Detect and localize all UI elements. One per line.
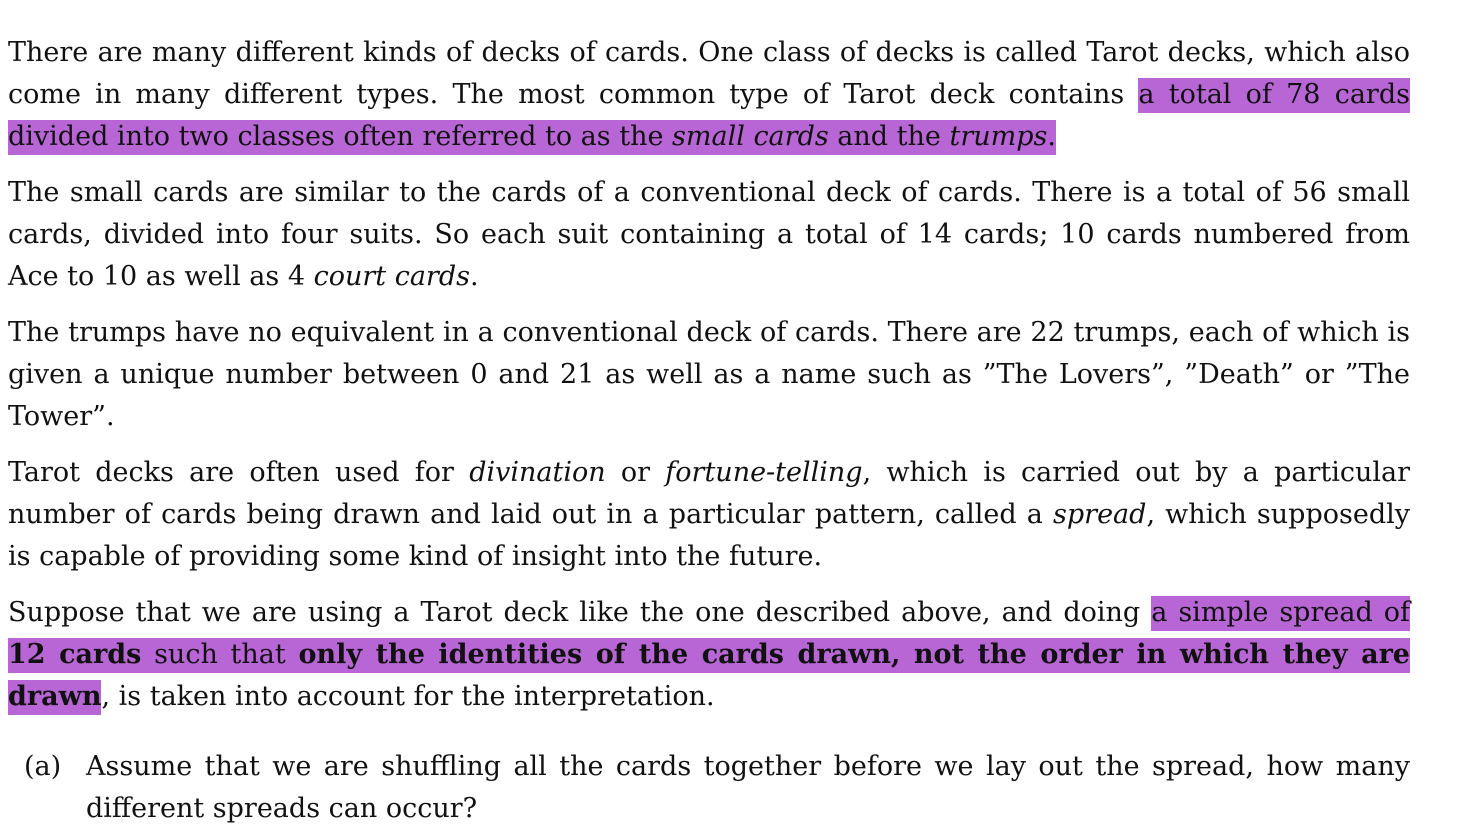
term-fortune-telling: fortune-telling bbox=[665, 457, 863, 488]
highlight-text: a total of 78 cards divided into two classes often referred to as the bbox=[8, 79, 1410, 152]
divination-text: or bbox=[605, 457, 666, 488]
divination-text: Tarot decks are often used for bbox=[8, 457, 470, 488]
paragraph-spread-setup bbox=[8, 592, 1410, 718]
bold-twelve-cards: 12 cards bbox=[8, 639, 142, 670]
term-spread: spread bbox=[1053, 499, 1147, 530]
small-cards-text: . bbox=[469, 261, 479, 292]
highlight-text: and the bbox=[828, 121, 950, 152]
term-divination: divination bbox=[469, 457, 606, 488]
divination-text: , which supposedly is capable of providing some kind of insight into the future. bbox=[8, 499, 1411, 572]
term-small-cards: small cards bbox=[672, 121, 829, 152]
question-a bbox=[8, 746, 1410, 830]
highlight-text: such that bbox=[141, 639, 299, 670]
paragraph-divination bbox=[8, 452, 1410, 578]
intro-text: There are many different kinds of decks of cards. One class of decks is called Tarot decks, which also come in many different types. The most common type of Tarot deck contains bbox=[8, 37, 1410, 110]
paragraph-trumps bbox=[8, 312, 1410, 438]
divination-text: , which is carried out by a particular number of cards being drawn and laid out in a particular pattern, called a bbox=[8, 457, 1411, 530]
paragraph-intro bbox=[8, 32, 1410, 158]
highlight-text: a simple spread of bbox=[1151, 597, 1410, 628]
document-page bbox=[8, 32, 1410, 830]
term-trumps: trumps bbox=[949, 121, 1048, 152]
paragraph-small-cards bbox=[8, 172, 1410, 298]
bold-identities-not-order: only the identities of the cards drawn, not the order in which they are drawn bbox=[8, 639, 1410, 712]
question-label: (a) bbox=[24, 751, 62, 782]
small-cards-text: The small cards are similar to the cards of a conventional deck of cards. There is a total of 56 small cards, divided into four suits. So each suit containing a total of 14 cards; 10 cards numbered from Ace to 10 as well as 4 bbox=[8, 177, 1410, 292]
spread-text: Suppose that we are using a Tarot deck like the one described above, and doing bbox=[8, 597, 1152, 628]
highlight-text: . bbox=[1047, 121, 1056, 152]
term-court-cards: court cards bbox=[313, 261, 470, 292]
question-text: Assume that we are shuffling all the cards together before we lay out the spread, how many different spreads can occur? bbox=[86, 751, 1410, 824]
spread-text: , is taken into account for the interpretation. bbox=[101, 681, 715, 712]
trumps-text: The trumps have no equivalent in a conventional deck of cards. There are 22 trumps, each of which is given a unique number between 0 and 21 as well as a name such as ”The Lovers”, ”Death” or ”The Tower”. bbox=[8, 317, 1410, 432]
